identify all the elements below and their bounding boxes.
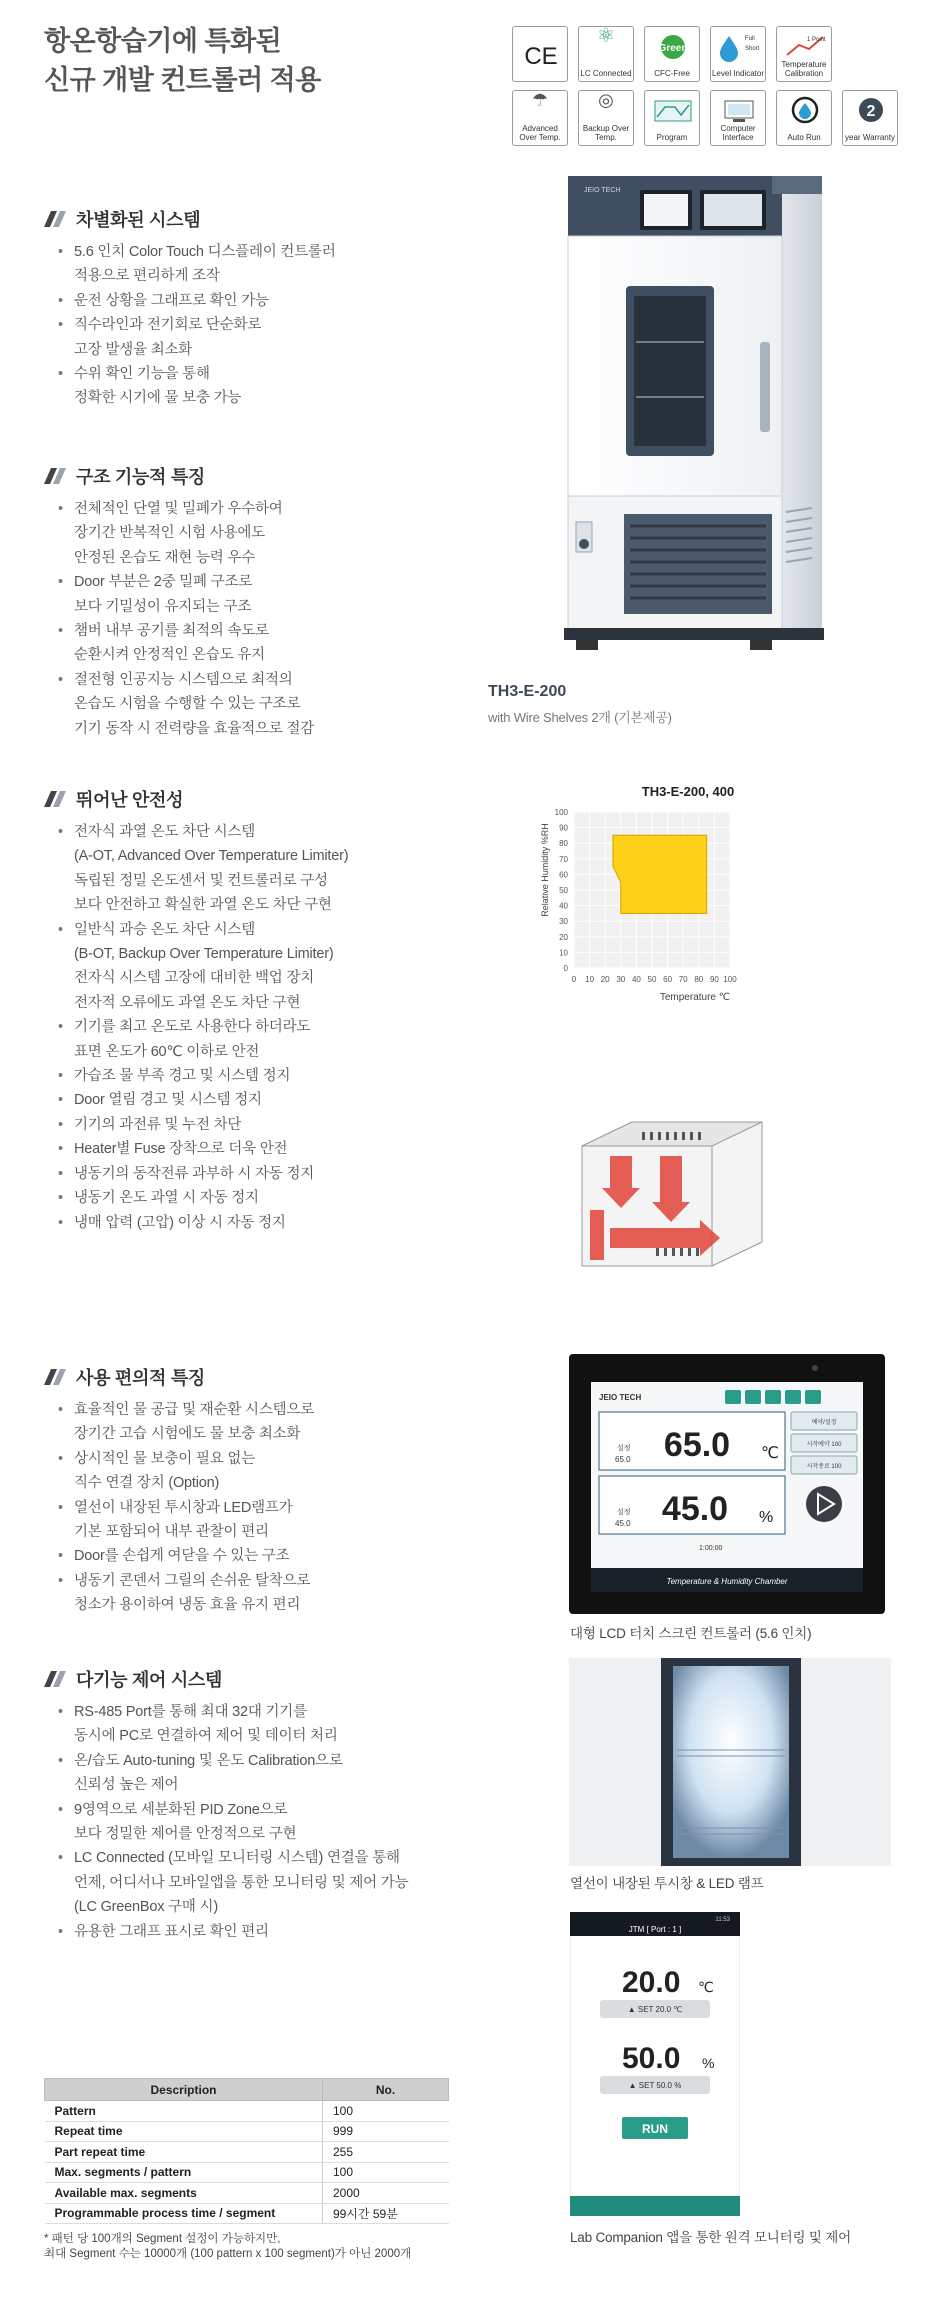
list-item: [56, 289, 504, 313]
list-item: [56, 1162, 504, 1186]
table-cell-value: 255: [323, 2142, 449, 2163]
list-item-line: • Heater별 Fuse 장착으로 더욱 안전: [74, 1141, 288, 1158]
computer-interface-icon: Computer Interface: [710, 90, 766, 146]
list-item-line: 직수 연결 장치 (Option): [74, 1475, 220, 1492]
list-item-line: • LC Connected (모바일 모니터링 시스템) 연결을 통해: [74, 1850, 400, 1867]
table-row: [45, 2121, 449, 2142]
list-item: [56, 1700, 504, 1749]
phone-temp-value: 20.0: [622, 1966, 681, 1999]
svg-text:CE: CE: [524, 43, 558, 70]
list-item-line: 전자적 오류에도 과열 온도 차단 구현: [74, 994, 301, 1011]
advanced-over-temp-icon: ☂ Advanced Over Temp.: [512, 90, 568, 146]
list-item-line: (LC GreenBox 구매 시): [74, 1899, 218, 1916]
svg-text:설정: 설정: [617, 1445, 631, 1452]
chart-y-tick-label: 100: [554, 808, 568, 817]
chart-x-tick-label: 40: [631, 975, 641, 984]
chart-y-tick-label: 90: [559, 823, 568, 833]
table-cell-value: 99시간 59분: [323, 2203, 449, 2224]
section-title: 다기능 제어 시스템: [76, 1670, 223, 1690]
list-item-line: • RS-485 Port를 통해 최대 32대 기기를: [74, 1704, 307, 1720]
table-cell-description: Max. segments / pattern: [45, 2162, 323, 2183]
list-item: [56, 1447, 504, 1496]
product-model: TH3-E-200: [488, 683, 567, 700]
svg-text:Full: Full: [745, 36, 755, 42]
list-item-line: • 냉동기 콘덴서 그릴의 손쉬운 탈착으로: [74, 1572, 311, 1589]
chart-x-tick-label: 100: [723, 975, 737, 984]
airflow-diagram: [570, 1116, 780, 1296]
list-item: [56, 820, 504, 918]
chart-y-tick-label: 80: [559, 839, 568, 849]
warranty-icon: 2 year Warranty: [842, 90, 898, 146]
list-item-line: • 챔버 내부 공기를 최적의 속도로: [74, 623, 269, 640]
footnote: [44, 2232, 464, 2262]
list-item: [56, 1398, 504, 1447]
list-item-line: 동시에 PC로 연결하여 제어 및 데이터 처리: [74, 1728, 338, 1745]
list-item-line: • 전체적인 단열 및 밀폐가 우수하여: [74, 501, 283, 517]
list-item: [56, 668, 504, 741]
controller-humidity-value: 45.0: [661, 1490, 729, 1528]
section-slash-icon: [44, 468, 66, 484]
list-item-line: 기본 포함되어 내부 관찰이 편리: [74, 1524, 269, 1541]
table-row: [45, 2101, 449, 2122]
list-item-line: • 냉동기 온도 과열 시 자동 정지: [74, 1190, 259, 1207]
chart-x-tick-label: 30: [616, 975, 626, 984]
list-item-line: 청소가 용이하여 냉동 효율 유지 편리: [74, 1597, 301, 1614]
list-item: [56, 362, 504, 411]
table-header-no: No.: [323, 2079, 449, 2101]
footnote-line2: 최대 Segment 수는 10000개 (100 pattern x 100 segment)가 아닌 2000개: [44, 2248, 412, 2260]
program-spec-table: [44, 2078, 449, 2224]
table-row: [45, 2183, 449, 2204]
svg-text:예약/설정: 예약/설정: [811, 1420, 837, 1426]
controller-run-button: [806, 1486, 842, 1522]
table-cell-value: 100: [323, 2162, 449, 2183]
svg-text:%: %: [702, 2055, 715, 2071]
list-item-line: • 가습조 물 부족 경고 및 시스템 정지: [74, 1068, 291, 1085]
list-item: [56, 1088, 504, 1112]
list-item-line: 보다 안전하고 확실한 과열 온도 차단 구현: [74, 897, 332, 914]
chamber-window: [634, 296, 706, 446]
list-item-line: 순환시켜 안정적인 온습도 유지: [74, 647, 265, 664]
controller-brand: JEIO TECH: [599, 1393, 642, 1402]
chart-operating-range-area: [613, 835, 707, 913]
svg-text:Short: Short: [745, 46, 760, 52]
ce-mark: [513, 27, 569, 83]
list-item-line: 보다 정밀한 제어를 안정적으로 구현: [74, 1826, 297, 1843]
svg-text:1:00:00: 1:00:00: [699, 1545, 723, 1552]
svg-text:2: 2: [866, 103, 876, 120]
section-slash-icon: [44, 1369, 66, 1385]
phone-header: JTM [ Port : 1 ]: [628, 1925, 682, 1934]
section-title: 차별화된 시스템: [76, 210, 201, 230]
list-item-line: • 5.6 인치 Color Touch 디스플레이 컨트롤러: [74, 244, 336, 260]
footnote-line1: * 패턴 당 100개의 Segment 설정이 가능하지만,: [44, 2233, 281, 2245]
list-item-line: • 온/습도 Auto-tuning 및 온도 Calibration으로: [74, 1752, 343, 1769]
table-cell-description: Repeat time: [45, 2121, 323, 2142]
list-item-line: 표면 온도가 60℃ 이하로 안전: [74, 1043, 260, 1060]
controller-image: [569, 1354, 885, 1614]
phone-caption: Lab Companion 앱을 통한 원격 모니터링 및 제어: [570, 2230, 851, 2245]
humidity-temperature-chart: [520, 804, 820, 1104]
list-item-line: • 수위 확인 기능을 통해: [74, 366, 210, 383]
chart-y-tick-label: 50: [559, 886, 568, 895]
section-safety: [44, 786, 504, 1235]
list-item: [56, 313, 504, 362]
list-item-line: 안정된 온습도 재현 능력 우수: [74, 549, 255, 566]
list-item: [56, 1113, 504, 1137]
list-item: [56, 1211, 504, 1235]
section-title: 사용 편의적 특징: [76, 1368, 206, 1388]
list-item-line: 신뢰성 높은 제어: [74, 1777, 179, 1794]
chart-x-tick-label: 70: [678, 975, 688, 984]
table-cell-description: Available max. segments: [45, 2183, 323, 2204]
list-item-line: 장기간 반복적인 시험 사용에도: [74, 525, 265, 542]
section-title: 뛰어난 안전성: [76, 790, 184, 810]
temperature-calibration-icon: 1 Point Temperature Calibration: [776, 26, 832, 82]
chart-y-tick-label: 20: [559, 932, 568, 942]
list-item: [56, 497, 504, 570]
hero-title-line2: 신규 개발 컨트롤러 적용: [44, 65, 321, 95]
svg-text:Green: Green: [658, 43, 688, 54]
window-caption: 열선이 내장된 투시창 & LED 램프: [570, 1876, 764, 1891]
list-item-line: • 냉매 압력 (고압) 이상 시 자동 정지: [74, 1214, 286, 1231]
chart-y-axis-label: Relative Humidity %RH: [540, 823, 550, 917]
section-slash-icon: [44, 791, 66, 807]
list-item-line: • 직수라인과 전기회로 단순화로: [74, 317, 262, 334]
list-item-line: • 효율적인 물 공급 및 재순환 시스템으로: [74, 1402, 315, 1418]
chamber-product-image: [560, 172, 830, 662]
chart-x-tick-label: 90: [709, 975, 719, 984]
chart-y-tick-label: 70: [559, 854, 568, 864]
chart-y-tick-label: 40: [559, 901, 568, 911]
list-item-line: • 기기의 과전류 및 누전 차단: [74, 1116, 242, 1133]
list-item-line: • 열선이 내장된 투시창과 LED램프가: [74, 1499, 293, 1516]
list-item-line: • 상시적인 물 보충이 필요 없는: [74, 1450, 255, 1467]
list-item: [56, 1496, 504, 1545]
auto-run-icon: Auto Run: [776, 90, 832, 146]
feature-list: [44, 240, 504, 411]
section-slash-icon: [44, 1671, 66, 1687]
chart-y-tick-label: 30: [559, 917, 568, 927]
list-item-line: 전자식 시스템 고장에 대비한 백업 장치: [74, 970, 315, 987]
table-cell-value: 2000: [323, 2183, 449, 2204]
list-item-line: 고장 발생율 최소화: [74, 341, 193, 358]
section-multi-control: [44, 1666, 504, 1944]
controller-footer: Temperature & Humidity Chamber: [666, 1577, 788, 1586]
list-item-line: 장기간 고습 시험에도 물 보충 최소화: [74, 1426, 301, 1443]
table-row: [45, 2203, 449, 2224]
list-item: [56, 1920, 504, 1944]
table-cell-value: 100: [323, 2101, 449, 2122]
list-item-line: • 냉동기의 동작전류 과부하 시 자동 정지: [74, 1165, 315, 1182]
list-item: [56, 570, 504, 619]
svg-text:▲ SET 50.0 %: ▲ SET 50.0 %: [628, 2081, 682, 2090]
controller-temp-value: 65.0: [663, 1426, 731, 1464]
feature-list: [44, 1700, 504, 1944]
feature-list: [44, 497, 504, 741]
list-item: [56, 1186, 504, 1210]
backup-over-temp-icon: ◎ Backup Over Temp.: [578, 90, 634, 146]
feature-list: [44, 820, 504, 1235]
list-item: [56, 1569, 504, 1618]
chart-x-axis-label: Temperature ℃: [659, 992, 730, 1003]
section-title: 구조 기능적 특징: [76, 467, 206, 487]
chart-title: TH3-E-200, 400: [641, 784, 735, 799]
list-item-line: • 유용한 그래프 표시로 확인 편리: [74, 1923, 269, 1940]
list-item-line: 적용으로 편리하게 조작: [74, 268, 220, 285]
phone-app-image: [570, 1912, 740, 2216]
section-slash-icon: [44, 211, 66, 227]
chart-y-tick-label: 0: [563, 964, 568, 973]
list-item-line: (A-OT, Advanced Over Temperature Limiter): [74, 848, 349, 865]
section-structural-features: [44, 463, 504, 741]
table-row: [45, 2142, 449, 2163]
table-cell-description: Programmable process time / segment: [45, 2203, 323, 2224]
list-item-line: 보다 기밀성이 유지되는 구조: [74, 598, 252, 615]
chart-y-tick-label: 10: [559, 948, 568, 958]
list-item-line: (B-OT, Backup Over Temperature Limiter): [74, 946, 334, 963]
list-item-line: • 일반식 과승 온도 차단 시스템: [74, 921, 255, 938]
controller-caption: 대형 LCD 터치 스크린 컨트롤러 (5.6 인치): [570, 1626, 812, 1641]
svg-text:RUN: RUN: [642, 2122, 668, 2136]
svg-text:%: %: [759, 1509, 774, 1526]
list-item-line: • 절전형 인공지능 시스템으로 최적의: [74, 671, 293, 688]
list-item-line: • 기기를 최고 온도로 사용한다 하더라도: [74, 1019, 311, 1036]
feature-badges: [512, 26, 912, 146]
program-icon: Program: [644, 90, 700, 146]
chart-x-tick-label: 80: [694, 975, 704, 984]
list-item-line: • Door 부분은 2중 밀폐 구조로: [74, 574, 253, 591]
ce-icon: [512, 26, 568, 82]
chart-x-tick-label: 10: [585, 975, 595, 984]
svg-text:℃: ℃: [761, 1445, 779, 1462]
table-row: [45, 2162, 449, 2183]
table-cell-description: Part repeat time: [45, 2142, 323, 2163]
list-item: [56, 1749, 504, 1798]
table-cell-description: Pattern: [45, 2101, 323, 2122]
section-convenience: [44, 1364, 504, 1618]
svg-text:시작종료 100: 시작종료 100: [806, 1464, 842, 1470]
table-header-description: Description: [45, 2079, 323, 2101]
svg-text:설정: 설정: [617, 1509, 631, 1516]
list-item-line: 기기 동작 시 전력량을 효율적으로 절감: [74, 720, 315, 737]
svg-text:▲ SET 20.0 ℃: ▲ SET 20.0 ℃: [627, 2005, 683, 2014]
chart-y-tick-label: 60: [559, 870, 568, 880]
svg-text:11:53: 11:53: [715, 1917, 730, 1923]
lc-connected-icon: ⚛ LC Connected: [578, 26, 634, 82]
list-item-line: 정확한 시기에 물 보충 가능: [74, 390, 242, 407]
hero-title-line1: 항온항습기에 특화된: [44, 26, 282, 56]
list-item: [56, 1137, 504, 1161]
list-item: [56, 1015, 504, 1064]
green-cfc-free-icon: Green CFC-Free: [644, 26, 700, 82]
svg-text:시작예약 100: 시작예약 100: [806, 1442, 842, 1448]
list-item: [56, 1544, 504, 1568]
chamber-brand-text: JEIO TECH: [584, 187, 621, 194]
list-item-line: 독립된 정밀 온도센서 및 컨트롤러로 구성: [74, 872, 328, 889]
phone-humidity-value: 50.0: [622, 2042, 681, 2075]
list-item-line: 언제, 어디서나 모바일앱을 통한 모니터링 및 제어 가능: [74, 1874, 409, 1891]
list-item-line: • 9영역으로 세분화된 PID Zone으로: [74, 1801, 288, 1818]
table-cell-value: 999: [323, 2121, 449, 2142]
chart-x-tick-label: 50: [647, 975, 657, 984]
list-item-line: • Door 열림 경고 및 시스템 정지: [74, 1092, 262, 1109]
chart-x-tick-label: 0: [571, 975, 577, 984]
hero-title: [44, 22, 484, 100]
svg-text:1 Point: 1 Point: [807, 37, 826, 43]
list-item-line: • 운전 상황을 그래프로 확인 가능: [74, 292, 269, 309]
svg-text:℃: ℃: [698, 1979, 714, 1995]
list-item: [56, 1846, 504, 1919]
window-led-image: [569, 1658, 891, 1866]
svg-text:65.0: 65.0: [615, 1455, 631, 1464]
chart-x-tick-label: 60: [663, 975, 673, 984]
list-item: [56, 619, 504, 668]
chamber-door-handle: [760, 342, 770, 432]
level-indicator-icon: Full Short Level Indicator: [710, 26, 766, 82]
svg-text:45.0: 45.0: [615, 1519, 631, 1528]
list-item-line: • Door를 손쉽게 여닫을 수 있는 구조: [74, 1548, 290, 1565]
feature-list: [44, 1398, 504, 1618]
chart-x-tick-label: 20: [600, 975, 610, 984]
list-item: [56, 918, 504, 1016]
list-item: [56, 1798, 504, 1847]
product-subtitle: with Wire Shelves 2개 (기본제공): [488, 710, 672, 725]
list-item: [56, 1064, 504, 1088]
list-item: [56, 240, 504, 289]
section-differentiated-system: [44, 206, 504, 411]
list-item-line: 온습도 시험을 수행할 수 있는 구조로: [74, 696, 301, 713]
list-item-line: • 전자식 과열 온도 차단 시스템: [74, 824, 255, 840]
